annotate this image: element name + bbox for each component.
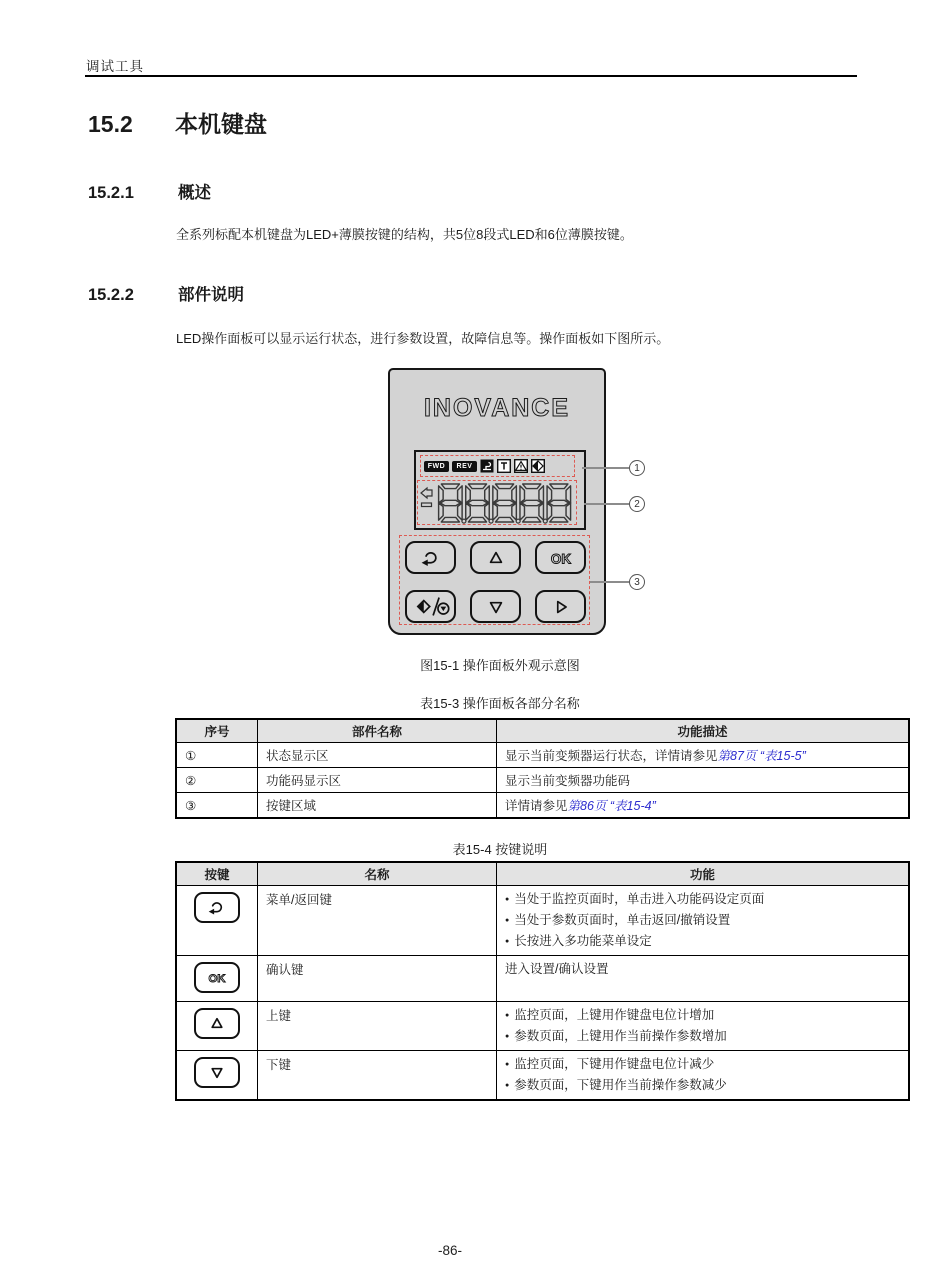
col-header-desc: 功能描述 (497, 719, 910, 743)
section-title: 概述 (178, 184, 211, 202)
key-icon-cell (176, 886, 258, 956)
row-name: 按键区域 (258, 793, 497, 819)
function-item: ● 参数页面，上键用作当前操作参数增加 (505, 1027, 900, 1048)
ok-key-icon (194, 962, 240, 993)
section-heading-15-2-1 (88, 179, 211, 203)
key-functions (497, 886, 910, 956)
row-no: ② (176, 768, 258, 793)
function-item: ● 当处于参数页面时，单击返回/撤销设置 (505, 911, 900, 932)
menu-return-button[interactable] (405, 541, 456, 574)
cross-reference-link[interactable]: 第87页 “表15-5” (717, 749, 806, 763)
section-number: 15.2 (88, 111, 133, 137)
page-number: -86- (437, 1243, 462, 1258)
row-name: 状态显示区 (258, 743, 497, 768)
keypad-figure (388, 368, 650, 643)
up-key-icon (194, 1008, 240, 1039)
fault-alarm-icon (514, 459, 528, 473)
keypad-body (388, 368, 606, 635)
ok-icon (542, 546, 580, 570)
function-item: ● 参数页面，下键用作当前操作参数减少 (505, 1076, 900, 1097)
table-row (176, 793, 909, 819)
menu-return-key-icon (194, 892, 240, 923)
row-no: ① (176, 743, 258, 768)
table-row (176, 1002, 909, 1051)
inovance-logo (390, 390, 604, 424)
key-icon-cell (176, 956, 258, 1002)
table4-caption: 表15-4 按键说明 (452, 842, 548, 857)
function-item: ● 长按进入多功能菜单设定 (505, 932, 900, 953)
callout-line-2 (584, 503, 629, 505)
seven-segment-digits (435, 481, 576, 525)
cross-reference-link[interactable]: 第86页 “表15-4” (567, 799, 656, 813)
key-functions (497, 956, 910, 1002)
row-desc (497, 793, 910, 819)
col-header-name: 名称 (258, 862, 497, 886)
figure-caption: 图15-1 操作面板外观示意图 (420, 658, 580, 673)
function-item: ● 监控页面，下键用作键盘电位计减少 (505, 1055, 900, 1076)
panel-parts-table (175, 718, 910, 819)
table-header-row (176, 719, 909, 743)
ok-button[interactable] (535, 541, 586, 574)
down-key-icon (194, 1057, 240, 1088)
fwd-indicator: FWD (424, 461, 449, 472)
parts-paragraph: LED操作面板可以显示运行状态，进行参数设置，故障信息等。操作面板如下图所示。 (176, 331, 670, 346)
table-row (176, 886, 909, 956)
up-triangle-icon (479, 546, 513, 570)
function-item: ● 监控页面，上键用作键盘电位计增加 (505, 1006, 900, 1027)
svg-text:INOVANCE: INOVANCE (423, 394, 571, 422)
col-header-func: 功能 (497, 862, 910, 886)
function-code-display-area (417, 480, 577, 525)
key-icon-cell (176, 1051, 258, 1101)
down-triangle-icon (479, 595, 513, 619)
section-title: 部件说明 (178, 286, 244, 304)
up-button[interactable] (470, 541, 521, 574)
section-heading-15-2 (88, 106, 267, 139)
shift-right-button[interactable] (535, 590, 586, 623)
desc-text: 显示当前变频器功能码 (505, 774, 631, 788)
desc-text: 详情请参见 (505, 799, 568, 813)
key-area (399, 535, 590, 625)
callout-circle-2: 2 (629, 496, 645, 512)
callout-circle-3: 3 (629, 574, 645, 590)
section-title: 本机键盘 (175, 111, 267, 137)
return-arrow-icon (414, 546, 448, 570)
col-header-no: 序号 (176, 719, 258, 743)
led-display-frame (414, 450, 586, 530)
rev-indicator: REV (452, 461, 477, 472)
status-display-area (420, 455, 575, 477)
desc-text: 显示当前变频器运行状态，详情请参见 (505, 749, 718, 763)
table-row (176, 1051, 909, 1101)
table-row (176, 956, 909, 1002)
callout-circle-1: 1 (629, 460, 645, 476)
key-functions (497, 1002, 910, 1051)
key-name: 上键 (258, 1002, 497, 1051)
running-header: 调试工具 (86, 59, 144, 74)
key-description-table (175, 861, 910, 1101)
key-name: 下键 (258, 1051, 497, 1101)
key-icon-cell (176, 1002, 258, 1051)
key-name: 确认键 (258, 956, 497, 1002)
table-row (176, 743, 909, 768)
section-heading-15-2-2 (88, 281, 244, 305)
unit-indicator-icons (420, 486, 434, 520)
down-button[interactable] (470, 590, 521, 623)
col-header-name: 部件名称 (258, 719, 497, 743)
run-stop-icon (411, 594, 451, 619)
row-name: 功能码显示区 (258, 768, 497, 793)
run-stop-button[interactable] (405, 590, 456, 623)
right-triangle-icon (544, 595, 578, 619)
key-name: 菜单/返回键 (258, 886, 497, 956)
function-item: ● 当处于监控页面时，单击进入功能码设定页面 (505, 890, 900, 911)
table-header-row (176, 862, 909, 886)
function-item: 进入设置/确认设置 (505, 962, 609, 976)
key-functions (497, 1051, 910, 1101)
table3-caption: 表15-3 操作面板各部分名称 (420, 696, 580, 711)
svg-text:OK: OK (550, 551, 571, 567)
row-no: ③ (176, 793, 258, 819)
local-remote-icon (480, 459, 494, 473)
down-triangle-icon (202, 1062, 232, 1083)
torque-control-icon (497, 459, 511, 473)
section-number: 15.2.1 (88, 184, 134, 202)
up-triangle-icon (202, 1013, 232, 1034)
callout-line-1 (582, 467, 629, 469)
row-desc (497, 743, 910, 768)
section-number: 15.2.2 (88, 286, 134, 304)
col-header-key: 按键 (176, 862, 258, 886)
row-desc (497, 768, 910, 793)
return-arrow-icon (202, 897, 232, 918)
run-state-icon (531, 459, 545, 473)
svg-text:OK: OK (208, 973, 226, 986)
header-rule (85, 75, 857, 77)
ok-icon (201, 967, 233, 988)
table-row (176, 768, 909, 793)
overview-paragraph: 全系列标配本机键盘为LED+薄膜按键的结构，共5位8段式LED和6位薄膜按键。 (176, 227, 633, 242)
callout-line-3 (590, 581, 629, 583)
